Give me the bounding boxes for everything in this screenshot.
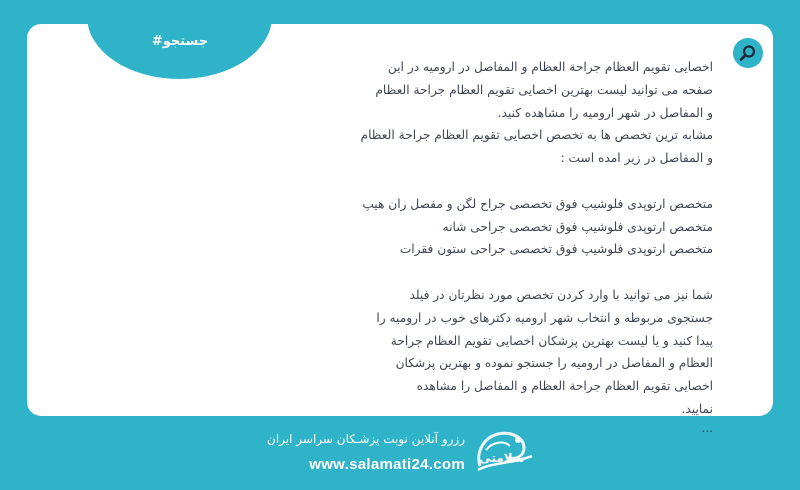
text-line: شما نیز می توانید با وارد کردن تخصص مورد نظرتان در فیلد	[409, 287, 713, 302]
text-line: و المفاصل در زیر امده است :	[560, 151, 713, 166]
content-card	[27, 24, 773, 435]
salamati-logo-icon[interactable]	[472, 426, 538, 476]
text-line: مشابه ترین تخصص ها به تخصص اخصایی تقویم العظام جراحة العظام	[360, 128, 713, 143]
text-line: صفحه می توانید لیست بهترین اخصایی تقویم العظام جراحة العظام	[375, 82, 713, 97]
related-specialty-link[interactable]: متخصص ارتوپدی فلوشیپ فوق تخصصی جراح لگن و مفصل ران هیپ	[362, 196, 713, 211]
logo-text: سلامتی	[479, 451, 525, 465]
text-line: و المفاصل در شهر ارومیه را مشاهده کنید.	[497, 105, 713, 120]
paragraph-gap	[313, 261, 713, 284]
footer-url-link[interactable]: www.salamati24.com	[309, 456, 465, 473]
ellipsis: ...	[701, 420, 713, 435]
text-line: جستجوی مربوطه و انتخاب شهر ارومیه دکترهای خوب در ارومیه را	[376, 310, 713, 325]
text-line: اخصایی تقویم العظام جراحة العظام و المفاصل را مشاهده	[416, 379, 713, 394]
related-specialty-link[interactable]: متخصص ارتوپدی فلوشیپ فوق تخصصی جراحی ستون فقرات	[399, 242, 713, 257]
related-specialty-link[interactable]: متخصص ارتوپدی فلوشیپ فوق تخصصی جراحی شانه	[442, 219, 713, 234]
text-line: نمایید.	[681, 401, 713, 416]
text-line: العظام و المفاصل در ارومیه را جستجو نموده و بهترین پزشکان	[395, 356, 713, 371]
description-text	[313, 56, 713, 435]
footer-caption: رزرو آنلاین نوبت پزشـکان سراسر ایران	[267, 432, 465, 446]
search-tag-label[interactable]: #جستجو	[151, 34, 209, 49]
paragraph-gap	[313, 170, 713, 193]
search-icon	[739, 44, 757, 62]
text-line: پیدا کنید و یا لیست بهترین پزشکان اخصایی تقویم العظام جراحة	[390, 333, 713, 348]
search-button[interactable]	[733, 38, 763, 68]
text-line: اخصایی تقویم العظام جراحة العظام و المفاصل در ارومیه در این	[387, 60, 713, 74]
